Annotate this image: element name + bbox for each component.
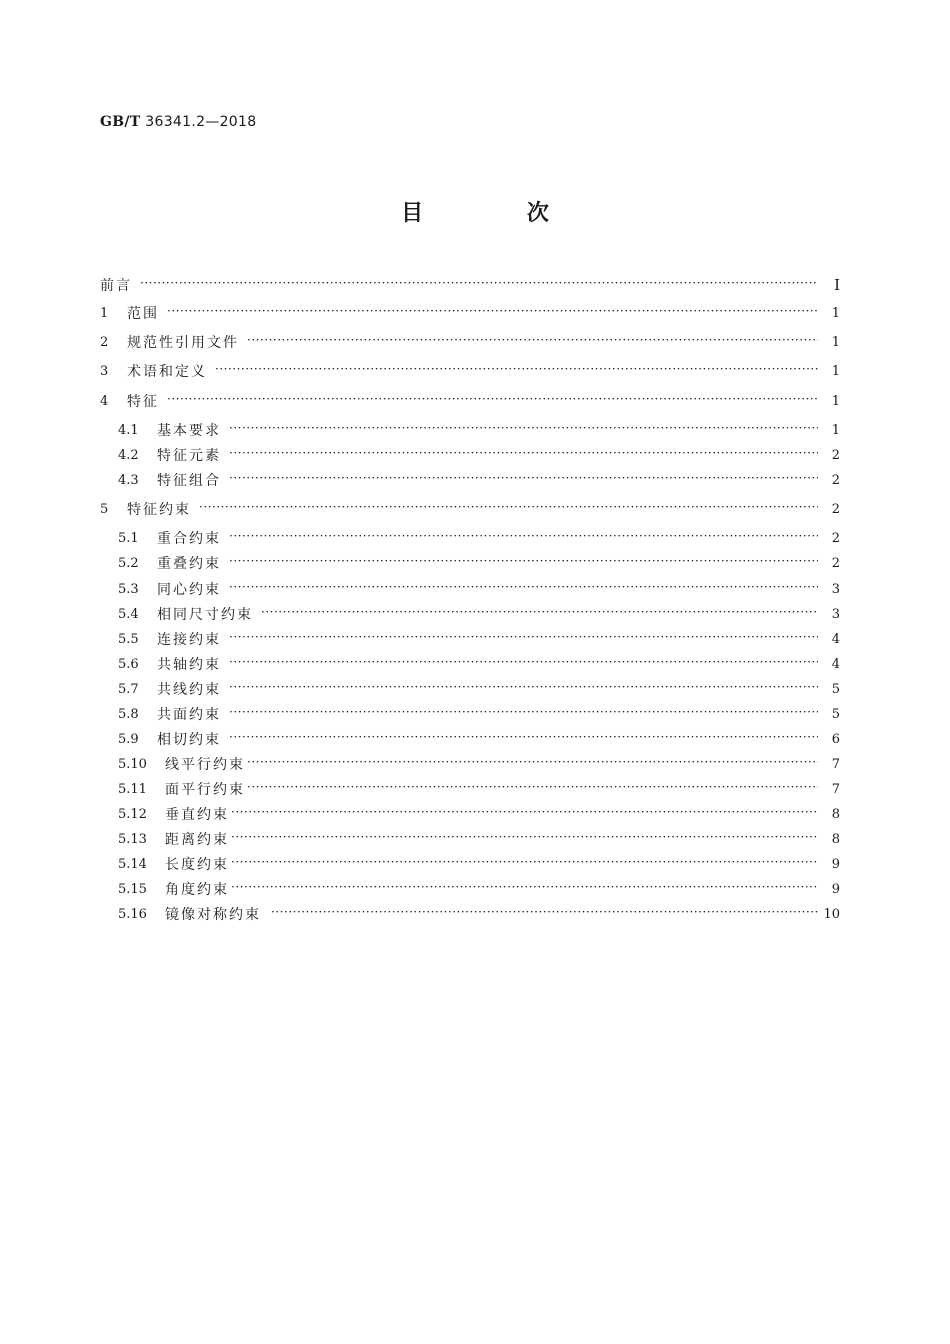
toc-subentry[interactable] — [100, 753, 840, 775]
toc-entry-label: 前言 — [100, 278, 132, 294]
toc-entry-page: 5 — [831, 681, 840, 697]
toc-entry-page: 8 — [831, 806, 840, 822]
toc-entry-label: 重叠约束 — [157, 556, 221, 572]
toc-subentry[interactable] — [100, 527, 840, 549]
toc-dot-leader — [229, 628, 818, 650]
toc-entry-page: 9 — [831, 881, 840, 897]
toc-entry-label: 同心约束 — [157, 582, 221, 598]
toc-dot-leader — [247, 753, 818, 775]
toc-entry-page: 9 — [831, 856, 840, 872]
toc-subentry[interactable] — [100, 603, 840, 625]
toc-entry-page: 6 — [831, 731, 840, 747]
toc-entry[interactable] — [100, 302, 840, 324]
toc-entry-number: 5 — [100, 501, 109, 517]
toc-entry-page: 3 — [831, 581, 840, 597]
toc-entry-page: I — [834, 276, 840, 294]
toc-dot-leader — [231, 853, 818, 875]
toc-dot-leader — [231, 803, 818, 825]
toc-dot-leader — [229, 728, 818, 750]
toc-entry-label: 长度约束 — [165, 857, 229, 873]
page-title: 目 次 — [401, 201, 597, 226]
toc-subentry[interactable] — [100, 728, 840, 750]
toc-entry-page: 4 — [831, 631, 840, 647]
toc-entry-number: 5.6 — [118, 656, 139, 672]
toc-subentry[interactable] — [100, 803, 840, 825]
toc-dot-leader — [229, 703, 818, 725]
toc-dot-leader — [140, 274, 818, 296]
toc-subentry[interactable] — [100, 903, 840, 925]
toc-entry-page: 7 — [831, 756, 840, 772]
toc-entry-label: 特征约束 — [127, 502, 191, 518]
toc-dot-leader — [229, 527, 818, 549]
toc-entry-page: 2 — [831, 472, 840, 488]
toc-subentry[interactable] — [100, 469, 840, 491]
toc-entry-page: 7 — [831, 781, 840, 797]
toc-entry-label: 相同尺寸约束 — [157, 607, 253, 623]
toc-entry-label: 共轴约束 — [157, 657, 221, 673]
toc-subentry[interactable] — [100, 578, 840, 600]
toc-entry-number: 5.3 — [118, 581, 139, 597]
toc-dot-leader — [215, 360, 818, 382]
toc-entry-label: 基本要求 — [157, 423, 221, 439]
toc-entry-number: 4 — [100, 393, 109, 409]
toc-entry-label: 规范性引用文件 — [127, 335, 239, 351]
toc-entry-label: 距离约束 — [165, 832, 229, 848]
toc-entry-number: 5.9 — [118, 731, 139, 747]
toc-dot-leader — [271, 903, 818, 925]
standard-code-number: 36341.2—2018 — [145, 114, 257, 130]
toc-entry-label: 面平行约束 — [165, 782, 245, 798]
toc-entry-number: 5.4 — [118, 606, 139, 622]
toc-entry-number: 1 — [100, 305, 109, 321]
standard-code — [100, 114, 256, 130]
toc-entry-page: 8 — [831, 831, 840, 847]
toc-entry-foreword[interactable] — [100, 274, 840, 296]
toc-entry-number: 5.14 — [118, 856, 147, 872]
toc-subentry[interactable] — [100, 678, 840, 700]
toc-entry-number: 4.2 — [118, 447, 139, 463]
toc-dot-leader — [247, 778, 818, 800]
toc-entry-page: 2 — [831, 501, 840, 517]
toc-entry[interactable] — [100, 498, 840, 520]
toc-entry-number: 5.7 — [118, 681, 139, 697]
toc-entry-number: 5.11 — [118, 781, 147, 797]
toc-entry-label: 垂直约束 — [165, 807, 229, 823]
toc-entry-number: 3 — [100, 363, 109, 379]
toc-dot-leader — [199, 498, 818, 520]
toc-entry[interactable] — [100, 360, 840, 382]
toc-entry-number: 5.5 — [118, 631, 139, 647]
toc-entry-page: 4 — [831, 656, 840, 672]
toc-dot-leader — [229, 419, 818, 441]
toc-entry-number: 5.16 — [118, 906, 147, 922]
toc-entry-label: 线平行约束 — [165, 757, 245, 773]
toc-dot-leader — [167, 302, 818, 324]
toc-subentry[interactable] — [100, 703, 840, 725]
toc-entry-label: 连接约束 — [157, 632, 221, 648]
toc-entry-number: 4.1 — [118, 422, 139, 438]
toc-dot-leader — [229, 678, 818, 700]
toc-entry-page: 3 — [831, 606, 840, 622]
toc-entry-number: 5.10 — [118, 756, 147, 772]
toc-entry-label: 特征元素 — [157, 448, 221, 464]
toc-entry-label: 特征组合 — [157, 473, 221, 489]
toc-entry-page: 1 — [831, 363, 840, 379]
toc-entry-page: 1 — [831, 393, 840, 409]
toc-dot-leader — [229, 653, 818, 675]
toc-subentry[interactable] — [100, 778, 840, 800]
toc-entry-label: 镜像对称约束 — [165, 907, 261, 923]
toc-entry-label: 共面约束 — [157, 707, 221, 723]
toc-entry-number: 2 — [100, 334, 109, 350]
toc-dot-leader — [229, 444, 818, 466]
toc-entry-label: 重合约束 — [157, 531, 221, 547]
toc-entry-page: 5 — [831, 706, 840, 722]
toc-entry-label: 范围 — [127, 306, 159, 322]
toc-dot-leader — [261, 603, 818, 625]
toc-dot-leader — [229, 469, 818, 491]
standard-code-prefix: GB/T — [100, 114, 141, 130]
toc-entry-number: 5.1 — [118, 530, 139, 546]
toc-dot-leader — [231, 828, 818, 850]
toc-subentry[interactable] — [100, 444, 840, 466]
toc-dot-leader — [229, 578, 818, 600]
toc-entry-label: 相切约束 — [157, 732, 221, 748]
toc-entry-number: 5.8 — [118, 706, 139, 722]
toc-entry-label: 特征 — [127, 394, 159, 410]
toc-entry-page: 1 — [831, 305, 840, 321]
toc-entry-label: 共线约束 — [157, 682, 221, 698]
toc-entry-page: 2 — [831, 555, 840, 571]
toc-dot-leader — [167, 390, 818, 412]
toc-entry-number: 5.2 — [118, 555, 139, 571]
toc-subentry[interactable] — [100, 653, 840, 675]
toc-entry-number: 4.3 — [118, 472, 139, 488]
toc-subentry[interactable] — [100, 419, 840, 441]
toc-subentry[interactable] — [100, 628, 840, 650]
toc-entry[interactable] — [100, 390, 840, 412]
toc-entry-page: 2 — [831, 447, 840, 463]
toc-subentry[interactable] — [100, 853, 840, 875]
toc-subentry[interactable] — [100, 828, 840, 850]
toc-entry-number: 5.12 — [118, 806, 147, 822]
toc-entry-label: 术语和定义 — [127, 364, 207, 380]
toc-entry-number: 5.13 — [118, 831, 147, 847]
toc-dot-leader — [247, 331, 818, 353]
toc-entry-page: 10 — [823, 906, 840, 922]
toc-entry-page: 2 — [831, 530, 840, 546]
toc-entry[interactable] — [100, 331, 840, 353]
toc-entry-page: 1 — [831, 422, 840, 438]
toc-entry-number: 5.15 — [118, 881, 147, 897]
toc-subentry[interactable] — [100, 552, 840, 574]
toc-subentry[interactable] — [100, 878, 840, 900]
toc-entry-label: 角度约束 — [165, 882, 229, 898]
toc-dot-leader — [231, 878, 818, 900]
toc-dot-leader — [229, 552, 818, 574]
toc-entry-page: 1 — [831, 334, 840, 350]
